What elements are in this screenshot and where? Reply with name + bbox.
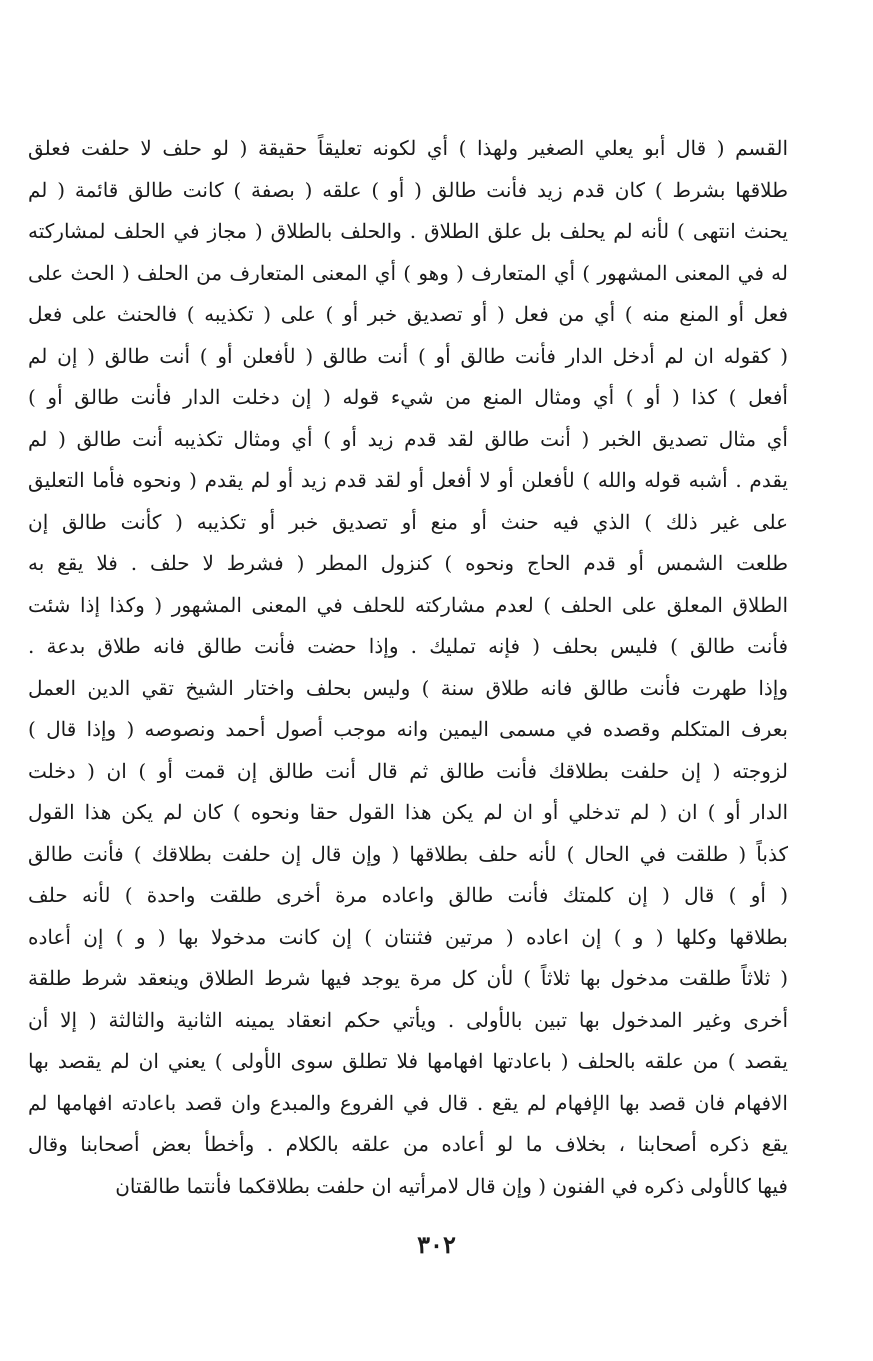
text-line: كذباً ( طلقت في الحال ) لأنه حلف بطلاقها ( وإن قال إن حلفت بطلاقك ) فأنت طالق [28, 841, 788, 866]
text-line: لزوجته ( إن حلفت بطلاقك فأنت طالق ثم قال أنت طالق إن قمت أو ) ان ( دخلت [28, 758, 788, 783]
text-line: يقصد ) من علقه بالحلف ( باعادتها افهامها فلا تطلق سوى الأولى ) يعني ان لم يقصد بها [28, 1049, 788, 1073]
text-line: بطلاقها وكلها ( و ) إن اعاده ( مرتين فثنتان ) إن كانت مدخولا بها ( و ) إن أعاده [28, 924, 788, 949]
text-line: أفعل ) كذا ( أو ) أي ومثال المنع من شيء قوله ( إن دخلت الدار فأنت طالق أو ) [28, 385, 788, 409]
text-line: وإذا طهرت فأنت طالق فانه طلاق سنة ) وليس بحلف واختار الشيخ تقي الدين العمل [28, 675, 788, 700]
text-line: فأنت طالق ) فليس بحلف ( فإنه تمليك . وإذا حضت فأنت طالق فانه طلاق بدعة . [28, 634, 788, 658]
text-line: فعل أو المنع منه ) أي من فعل ( أو تصديق خبر أو ) على ( تكذيبه ) فالحنث على فعل [28, 302, 788, 326]
text-line: ( كقوله ان لم أدخل الدار فأنت طالق أو ) أنت طالق ( لأفعلن أو ) أنت طالق ( إن لم [28, 343, 788, 368]
text-line: طلاقها بشرط ) كان قدم زيد فأنت طالق ( أو ) علقه ( بصفة ) كانت طالق قائمة ( لم [28, 177, 788, 202]
text-line: ( أو ) قال ( إن كلمتك فأنت طالق واعاده مرة أخرى طلقت واحدة ) لأنه حلف [28, 883, 788, 907]
text-line: يحنث انتهى ) لأنه لم يحلف بل علق الطلاق . والحلف بالطلاق ( مجاز في الحلف لمشاركته [28, 219, 788, 243]
body-text [28, 128, 788, 1207]
text-line: القسم ( قال أبو يعلي الصغير ولهذا ) أي لكونه تعليقاً حقيقة ( لو حلف لا حلفت فعلق [28, 136, 788, 160]
text-line: الطلاق المعلق على الحلف ) لعدم مشاركته للحلف في المعنى المشهور ( وكذا إذا شئت [28, 592, 788, 617]
text-line: طلعت الشمس أو قدم الحاج ونحوه ) كنزول المطر ( فشرط لا حلف . فلا يقع به [28, 551, 788, 575]
text-line: على غير ذلك ) الذي فيه حنث أو منع أو تصديق خبر أو تكذيبه ( كأنت طالق إن [28, 509, 788, 534]
text-line: فيها كالأولى ذكره في الفنون ( وإن قال لامرأتيه ان حلفت بطلاقكما فأنتما طالقتان [115, 1173, 788, 1198]
text-line: يقع ذكره أصحابنا ، بخلاف ما لو أعاده من علقه بالكلام . وأخطأ بعض أصحابنا وقال [28, 1132, 788, 1156]
text-line: أخرى وغير المدخول بها تبين بالأولى . ويأتي حكم انعقاد يمينه الثانية والثالثة ( إلا أن [28, 1007, 788, 1032]
text-line: يقدم . أشبه قوله والله ) لأفعلن أو لا أفعل أو لقد قدم زيد أو لم يقدم ( ونحوه فأما التعليق [28, 468, 788, 492]
text-line: ( ثلاثاً طلقت مدخول بها ثلاثاً ) لأن كل مرة يوجد فيها شرط الطلاق وينعقد شرط طلقة [28, 966, 788, 990]
text-line: بعرف المتكلم وقصده في مسمى اليمين وانه موجب أصول أحمد ونصوصه ( وإذا قال ) [28, 717, 788, 741]
text-line: له في المعنى المشهور ) أي المتعارف ( وهو ) أي المعنى المتعارف من الحلف ( الحث على [28, 260, 788, 285]
text-line: الدار أو ) ان ( لم تدخلي أو ان لم يكن هذا القول حقا ونحوه ) كان لم يكن هذا القول [28, 800, 788, 824]
text-line: الافهام فان قصد بها الإفهام لم يقع . قال في الفروع والمبدع وان قصد باعادته افهامها لم [28, 1090, 788, 1115]
text-line: أي مثال تصديق الخبر ( أنت طالق لقد قدم زيد أو ) أي ومثال تكذيبه أنت طالق ( لم [28, 426, 788, 451]
page-number: ٣٠٢ [417, 1230, 456, 1259]
